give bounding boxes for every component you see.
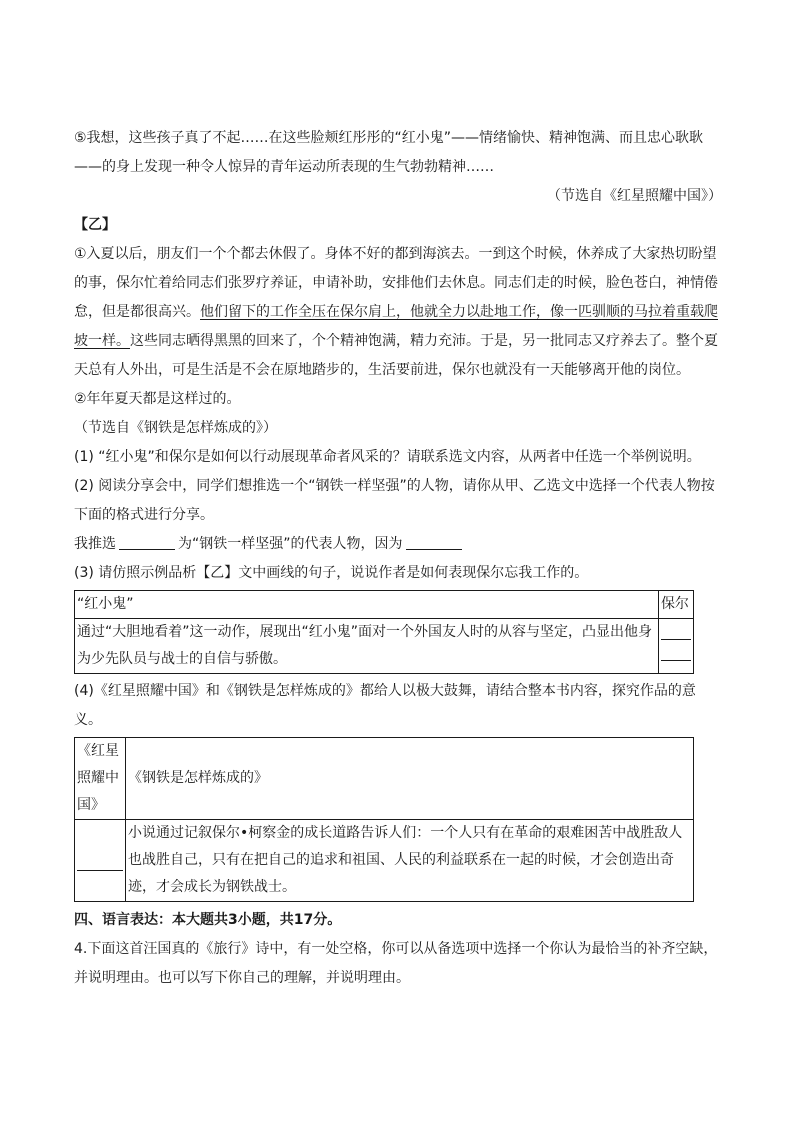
passage-a-source: （节选自《红星照耀中国》） [547, 188, 722, 204]
question-2: (2) 阅读分享会中，同学们想推选一个“钢铁一样坚强”的人物，请你从甲、乙选文中选择一个代表人物按下面的格式进行分享。 [74, 478, 715, 523]
question-1: (1) “红小鬼”和保尔是如何以行动展现革命者风采的？请联系选文内容，从两者中任选一个举例说明。 [74, 449, 701, 465]
q4-answer-cell[interactable] [75, 820, 126, 902]
q4-col2-header: 《钢铁是怎样炼成的》 [126, 738, 694, 820]
passage-b-source: （节选自《钢铁是怎样炼成的》） [74, 420, 277, 436]
passage-b-para1-start: ①入夏以后，朋友们一个个都去休假了。身体不好的都到海滨去。一到这个时候，休养成了大家热切盼望的事，保尔忙着给同志们张罗疗养证，申请补助，安排他们去休息。同志们走的时候，脸色苍白，神情倦怠，但是都很高兴。 [74, 246, 718, 320]
q3-col1-body: 通过“大胆地看着”这一动作，展现出“红小鬼”面对一个外国友人时的从容与坚定，凸显出他身为少先队员与战士的自信与骄傲。 [75, 619, 659, 674]
question-4-table [74, 737, 694, 902]
q3-answer-cell[interactable] [658, 619, 693, 674]
q3-col1-header: “红小鬼” [75, 591, 659, 619]
fill-blank-1[interactable] [119, 533, 175, 550]
passage-b-heading: 【乙】 [74, 217, 116, 233]
question-4: (4)《红星照耀中国》和《钢铁是怎样炼成的》都给人以极大鼓舞，请结合整本书内容，探究作品的意义。 [74, 683, 696, 728]
q4-col1-header: 《红星照耀中国》 [75, 738, 126, 820]
section-4-heading: 四、语言表达：本大题共3小题，共17分。 [74, 912, 342, 928]
q3-answer-blank[interactable] [661, 640, 691, 661]
passage-b-paragraph-1 [74, 240, 722, 385]
q4-col2-body: 小说通过记叙保尔•柯察金的成长道路告诉人们：一个人只有在革命的艰难困苦中战胜敌人也战胜自己，只有在把自己的追求和祖国、人民的利益联系在一起的时候，才会创造出奇迹，才会成长为钢铁战士。 [126, 820, 694, 902]
q4-answer-blank[interactable] [77, 850, 123, 871]
passage-b-underlined-sentence: 他们留下的工作全压在保尔肩上，他就全力以赴地工作，像一匹驯顺的马拉着重载爬坡一样。 [74, 304, 718, 349]
document-page [74, 124, 722, 993]
passage-b-para1-end: 这些同志晒得黑黑的回来了，个个精神饱满，精力充沛。于是，另一批同志又疗养去了。整个夏天总有人外出，可是生活是不会在原地踏步的，生活要前进，保尔也就没有一天能够离开他的岗位。 [74, 333, 718, 378]
fill-label-a: 我推选 [74, 536, 116, 552]
passage-b-paragraph-2: ②年年夏天都是这样过的。 [74, 391, 241, 407]
fill-label-b: 为“钢铁一样坚强”的代表人物，因为 [178, 536, 403, 552]
question-3: (3) 请仿照示例品析【乙】文中画线的句子，说说作者是如何表现保尔忘我工作的。 [74, 565, 589, 581]
fill-blank-2[interactable] [406, 533, 462, 550]
q3-col2-header: 保尔 [658, 591, 693, 619]
q3-answer-blank[interactable] [661, 619, 691, 640]
question-3-table [74, 590, 694, 674]
passage-a-paragraph-5: ⑤我想，这些孩子真了不起……在这些脸颊红彤彤的“红小鬼”——情绪愉快、精神饱满、而且忠心耿耿——的身上发现一种令人惊异的青年运动所表现的生气勃勃精神…… [74, 130, 704, 175]
section-4-question-4: 4.下面这首汪国真的《旅行》诗中，有一处空格，你可以从备选项中选择一个你认为最恰当的补齐空缺，并说明理由。也可以写下你自己的理解，并说明理由。 [74, 941, 718, 986]
question-2-fill-line [74, 530, 722, 559]
